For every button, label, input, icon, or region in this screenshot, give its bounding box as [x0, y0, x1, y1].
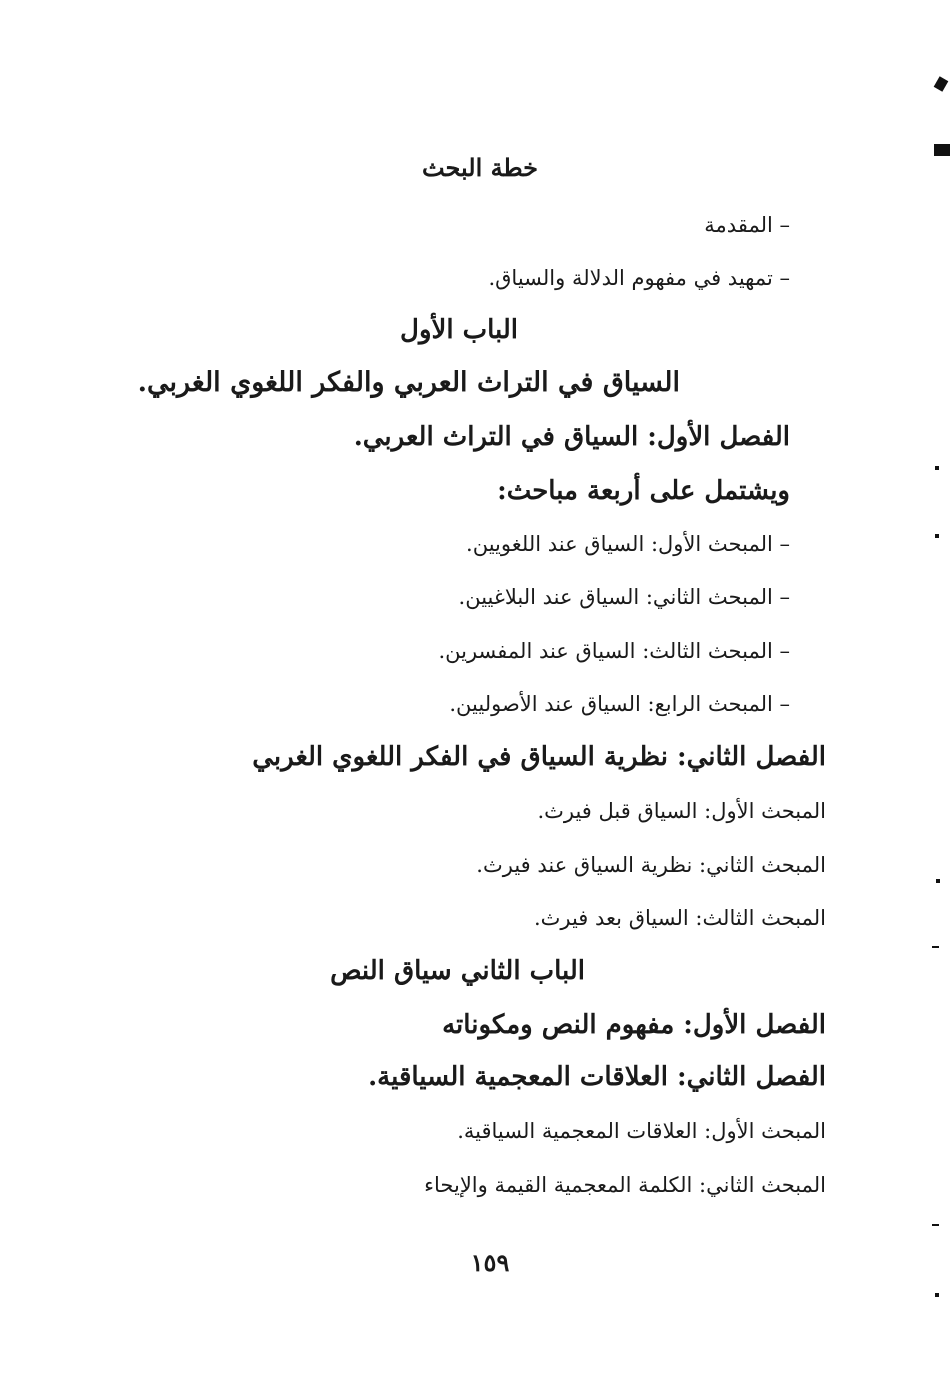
part-two-chapter-two-section-2: المبحث الثاني: الكلمة المعجمية القيمة والإيحاء [424, 1173, 826, 1197]
scan-edge-mark [932, 946, 939, 948]
scan-edge-mark [935, 534, 939, 538]
chapter-one-section-1: – المبحث الأول: السياق عند اللغويين. [466, 532, 790, 556]
scan-edge-mark [935, 466, 939, 470]
scan-edge-mark [934, 76, 949, 91]
intro-item-preface: – تمهيد في مفهوم الدلالة والسياق. [488, 266, 790, 290]
part-two-chapter-two-section-1: المبحث الأول: العلاقات المعجمية السياقية. [457, 1119, 826, 1143]
scan-edge-mark [936, 879, 940, 883]
chapter-two-section-3: المبحث الثالث: السياق بعد فيرث. [533, 906, 826, 930]
chapter-one-section-2: – المبحث الثاني: السياق عند البلاغيين. [458, 585, 790, 609]
part-one-label: الباب الأول [400, 315, 518, 345]
scan-edge-mark [932, 1224, 939, 1226]
chapter-one-section-4: – المبحث الرابع: السياق عند الأصوليين. [449, 692, 790, 716]
chapter-two-section-2: المبحث الثاني: نظرية السياق عند فيرث. [476, 853, 826, 877]
chapter-one-section-3: – المبحث الثالث: السياق عند المفسرين. [438, 639, 790, 663]
page-number: ١٥٩ [470, 1248, 510, 1277]
chapter-one-note: ويشتمل على أربعة مباحث: [497, 476, 790, 506]
page-title: خطة البحث [421, 153, 538, 182]
scan-edge-mark [935, 1293, 939, 1297]
chapter-two-section-1: المبحث الأول: السياق قبل فيرث. [537, 799, 826, 823]
intro-item-introduction: – المقدمة [704, 213, 790, 237]
part-one-subtitle: السياق في التراث العربي والفكر اللغوي الغربي. [137, 367, 680, 398]
chapter-one-title: الفصل الأول: السياق في التراث العربي. [353, 422, 790, 452]
scan-edge-mark [934, 144, 950, 156]
part-two-label: الباب الثاني سياق النص [330, 956, 585, 986]
part-two-chapter-one-title: الفصل الأول: مفهوم النص ومكوناته [442, 1010, 826, 1040]
chapter-two-title: الفصل الثاني: نظرية السياق في الفكر اللغوي الغربي [252, 742, 826, 772]
part-two-chapter-two-title: الفصل الثاني: العلاقات المعجمية السياقية. [368, 1062, 826, 1092]
